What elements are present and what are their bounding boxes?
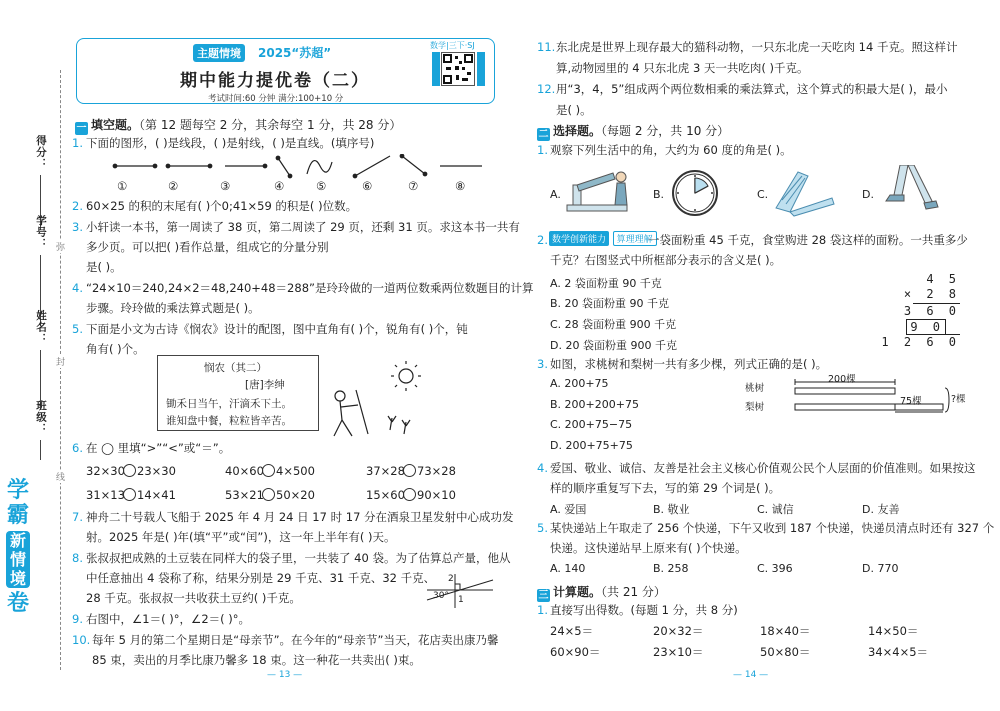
theme-title: 2025“苏超” — [258, 46, 332, 60]
seal-mark: 弥 — [56, 240, 65, 253]
question-text: 85 束，卖出的月季比康乃馨多 18 束。这一种花一共卖出( )束。 — [92, 653, 421, 667]
section-fill-blank — [75, 116, 401, 135]
option-a[interactable]: A. 200+75 — [550, 377, 609, 390]
question-number: 5. — [537, 521, 548, 535]
class-line — [40, 440, 41, 460]
option-a[interactable]: A. 140 — [550, 562, 586, 575]
grade-label: 数学|三下·SJ — [430, 41, 475, 50]
figure-label: ⑦ — [408, 179, 419, 193]
brand-text: 学霸 — [6, 478, 29, 528]
student-id-field: 学号： — [35, 215, 47, 250]
compare-right: 73×28 — [417, 464, 456, 478]
oral-calc-item[interactable]: 14×50＝ — [868, 624, 919, 638]
calc-line: × 2 8 — [903, 287, 960, 301]
clock-picture — [670, 168, 720, 218]
seal-mark: 封 — [56, 355, 65, 368]
question-text: 观察下列生活中的角，大约为 60 度的角是( )。 — [550, 143, 792, 157]
option-label[interactable]: A. — [550, 188, 561, 201]
compare-left: 31×13 — [86, 488, 125, 502]
farmer-drawing — [330, 360, 425, 440]
figure-label: ① — [117, 179, 128, 193]
question-text: 角有( )个。 — [86, 342, 145, 356]
figure-label: ⑤ — [316, 179, 327, 193]
option-b[interactable]: B. 200+200+75 — [550, 398, 639, 411]
seal-mark: 线 — [56, 470, 65, 483]
compare-right: 14×41 — [137, 488, 176, 502]
walking-legs-picture — [880, 165, 940, 215]
question-text: 步骤。玲玲做的乘法算式题是( )。 — [86, 301, 260, 315]
option-label[interactable]: D. — [862, 188, 874, 201]
poem-line: 锄禾日当午，汗滴禾下土。 — [166, 398, 292, 410]
oral-calc-item[interactable]: 34×4×5＝ — [868, 645, 929, 659]
question-text: 东北虎是世界上现存最大的猫科动物，一只东北虎一天吃肉 14 千克。照这样计 — [556, 40, 958, 54]
calc-line: 1 2 6 0 — [881, 335, 960, 349]
oral-calc-item[interactable]: 24×5＝ — [550, 624, 594, 638]
question-text: 算,动物园里的 4 只东北虎 3 天一共吃肉( )千克。 — [556, 61, 809, 75]
option-d[interactable]: D. 20 袋面粉重 900 千克 — [550, 339, 677, 352]
question-text: 右图中，∠1＝( )°，∠2＝( )°。 — [86, 612, 251, 626]
qr-side-strip — [432, 52, 440, 86]
question-text: “24×10＝240,24×2＝48,240+48＝288”是玲玲做的一道两位数乘两位数题目的计算 — [86, 281, 534, 295]
question-number: 3. — [72, 220, 83, 234]
tree-bar-diagram — [765, 378, 965, 423]
figure-label: ⑧ — [455, 179, 466, 193]
figure-label: ③ — [220, 179, 231, 193]
brand-badge: 新情境 — [6, 531, 30, 588]
section-choice — [537, 122, 729, 141]
option-label[interactable]: B. — [653, 188, 665, 201]
question-text: 样的顺序重复写下去，写的第 29 个词是( )。 — [550, 481, 781, 495]
section-note: （第 12 题每空 2 分，其余每空 1 分，共 28 分） — [139, 118, 402, 132]
question-text: 中任意抽出 4 袋称了称，结果分别是 29 千克、31 千克、32 千克、 — [86, 571, 436, 585]
telescope-picture — [565, 165, 635, 215]
option-b[interactable]: B. 20 袋面粉重 90 千克 — [550, 297, 670, 310]
question-number: 12. — [537, 82, 556, 96]
section-title: 选择题。 — [553, 124, 602, 138]
question-text: 28 千克。张叔叔一共收获土豆约( )千克。 — [86, 591, 301, 605]
question-text: 直接写出得数。(每题 1 分，共 8 分) — [550, 603, 738, 617]
question-number: 5. — [72, 322, 83, 336]
compare-right: 90×10 — [417, 488, 456, 502]
exam-meta: 考试时间:60 分钟 满分:100+10 分 — [208, 94, 344, 104]
question-number: 2. — [72, 199, 83, 213]
qr-code-icon[interactable] — [441, 52, 475, 86]
option-c[interactable]: C. 396 — [757, 562, 793, 575]
section-note: （共 21 分） — [601, 585, 666, 599]
question-text: 如图，求桃树和梨树一共有多少棵，列式正确的是( )。 — [550, 357, 828, 371]
question-text: 下面的图形，( )是线段，( )是射线，( )是直线。(填序号) — [86, 136, 375, 150]
option-d[interactable]: D. 200+75+75 — [550, 439, 633, 452]
figure-label: ④ — [274, 179, 285, 193]
compare-circle[interactable] — [403, 488, 416, 501]
option-a[interactable]: A. 2 袋面粉重 90 千克 — [550, 277, 662, 290]
oral-calc-item[interactable]: 50×80＝ — [760, 645, 811, 659]
section-marker-icon: 二 — [538, 129, 549, 140]
page-title: 期中能力提优卷（二） — [180, 71, 370, 91]
compare-circle[interactable] — [403, 464, 416, 477]
compare-circle[interactable] — [123, 488, 136, 501]
question-text: 多少页。可以把( )看作总量，组成它的分量分别 — [86, 240, 329, 254]
question-text: 下面是小文为古诗《悯农》设计的配图，图中直角有( )个，锐角有( )个，钝 — [86, 322, 468, 336]
lounge-chair-picture — [772, 168, 837, 218]
question-number: 3. — [537, 357, 548, 371]
vertical-calculation — [881, 272, 960, 349]
question-text: 60×25 的积的末尾有( )个0;41×59 的积是( )位数。 — [86, 199, 358, 213]
compare-circle[interactable] — [123, 464, 136, 477]
option-d[interactable]: D. 770 — [862, 562, 899, 575]
question-number: 1. — [537, 603, 548, 617]
compare-left: 32×30 — [86, 464, 125, 478]
calc-boxed-line: 9 0 — [906, 319, 946, 335]
class-field: 班级： — [35, 400, 47, 435]
question-number: 1. — [72, 136, 83, 150]
compare-right: 4×500 — [276, 464, 315, 478]
compare-right: 50×20 — [276, 488, 315, 502]
section-calculation — [537, 583, 666, 602]
compare-circle[interactable] — [262, 464, 275, 477]
page-number: — 14 — — [733, 670, 769, 680]
value-label: 75棵 — [900, 396, 922, 407]
question-text: 射。2025 年是( )年(填“平”或“闰”)，这一年上半年有( )天。 — [86, 530, 396, 544]
theme-tag: 主题情境 — [193, 44, 245, 62]
angle-label: 2 — [448, 574, 454, 584]
name-field: 姓名： — [35, 310, 47, 345]
question-number: 4. — [72, 281, 83, 295]
question-number: 7. — [72, 510, 83, 524]
pear-label: 梨树 — [745, 402, 765, 413]
angle-label: 30° — [433, 591, 449, 601]
section-title: 填空题。 — [91, 118, 140, 132]
oral-calc-item[interactable]: 20×32＝ — [653, 624, 704, 638]
option-d[interactable]: D. 友善 — [862, 503, 900, 516]
option-c[interactable]: C. 200+75−75 — [550, 418, 633, 431]
skill-tag: 数学创新能力 — [549, 231, 609, 246]
question-number: 2. — [537, 233, 548, 247]
question-text: 快递。这快递站早上原来有( )个快递。 — [550, 541, 747, 555]
brand-logo — [6, 478, 30, 616]
brand-text-2: 卷 — [6, 591, 29, 616]
question-number: 10. — [72, 633, 91, 647]
value-label: 200棵 — [828, 374, 856, 385]
skill-tags — [549, 231, 657, 246]
figure-label: ⑥ — [362, 179, 373, 193]
question-text: 某快递站上午取走了 256 个快递，下午又收到 187 个快递，快递员清点时还有 327 个 — [550, 521, 995, 535]
question-text: 是( )。 — [86, 260, 122, 274]
question-text: 在 ◯ 里填“>”“<”或“＝”。 — [86, 441, 231, 455]
compare-left: 37×28 — [366, 464, 405, 478]
option-b[interactable]: B. 258 — [653, 562, 689, 575]
skill-tag: 算理理解 — [613, 231, 657, 246]
qr-side-strip — [477, 52, 485, 86]
option-c[interactable]: C. 诚信 — [757, 503, 794, 516]
question-text: 用“3，4，5”组成两个两位数相乘的乘法算式，这个算式的积最大是( )，最小 — [556, 82, 948, 96]
question-number: 6. — [72, 441, 83, 455]
question-text: 神舟二十号载人飞船于 2025 年 4 月 24 日 17 时 17 分在酒泉卫星发射中心成功发 — [86, 510, 514, 524]
option-a[interactable]: A. 爱国 — [550, 503, 587, 516]
option-c[interactable]: C. 28 袋面粉重 900 千克 — [550, 318, 677, 331]
question-text: 是( )。 — [556, 103, 592, 117]
calc-line: 4 5 — [926, 272, 960, 286]
angle-label: 1 — [458, 595, 464, 605]
poem-line: 谁知盘中餐，粒粒皆辛苦。 — [166, 415, 292, 427]
poem-title: 悯农（其二） — [204, 362, 267, 374]
compare-left: 40×60 — [225, 464, 264, 478]
option-label[interactable]: C. — [757, 188, 769, 201]
question-text: 每年 5 月的第二个星期日是“母亲节”。在今年的“母亲节”当天，花店卖出康乃馨 — [92, 633, 499, 647]
question-text: 张叔叔把成熟的土豆装在同样大的袋子里，一共装了 40 袋。为了估算总产量，他从 — [86, 551, 511, 565]
section-note: （每题 2 分，共 10 分） — [601, 124, 730, 138]
compare-circle[interactable] — [262, 488, 275, 501]
seal-dash-line — [60, 70, 61, 670]
question-text: 小轩读一本书，第一周读了 38 页，第二周读了 29 页，还剩 31 页。求这本书一共有 — [86, 220, 520, 234]
oral-calc-item[interactable]: 23×10＝ — [653, 645, 704, 659]
question-number: 8. — [72, 551, 83, 565]
question-text: 千克？右图竖式中所框部分表示的含义是( )。 — [550, 253, 782, 267]
oral-calc-item[interactable]: 18×40＝ — [760, 624, 811, 638]
question-number: 11. — [537, 40, 556, 54]
calc-line: 3 6 0 — [903, 304, 960, 318]
poem-author: [唐]李绅 — [245, 379, 285, 391]
unknown-label: ?棵 — [951, 394, 966, 405]
oral-calc-item[interactable]: 60×90＝ — [550, 645, 601, 659]
compare-left: 53×21 — [225, 488, 264, 502]
page-number: — 13 — — [267, 670, 303, 680]
question-number: 4. — [537, 461, 548, 475]
question-number: 9. — [72, 612, 83, 626]
section-marker-icon: 一 — [76, 123, 87, 134]
binding-sidebar — [0, 0, 68, 711]
section-title: 计算题。 — [553, 585, 602, 599]
compare-left: 15×60 — [366, 488, 405, 502]
question-text: 一袋面粉重 45 千克，食堂购进 28 袋这样的面粉。一共重多少 — [648, 233, 968, 247]
compare-right: 23×30 — [137, 464, 176, 478]
peach-label: 桃树 — [745, 383, 765, 394]
figure-label: ② — [168, 179, 179, 193]
question-number: 1. — [537, 143, 548, 157]
option-b[interactable]: B. 敬业 — [653, 503, 690, 516]
section-marker-icon: 三 — [538, 590, 549, 601]
score-field: 得分： — [35, 135, 47, 170]
question-text: 爱国、敬业、诚信、友善是社会主义核心价值观公民个人层面的价值准则。如果按这 — [550, 461, 976, 475]
